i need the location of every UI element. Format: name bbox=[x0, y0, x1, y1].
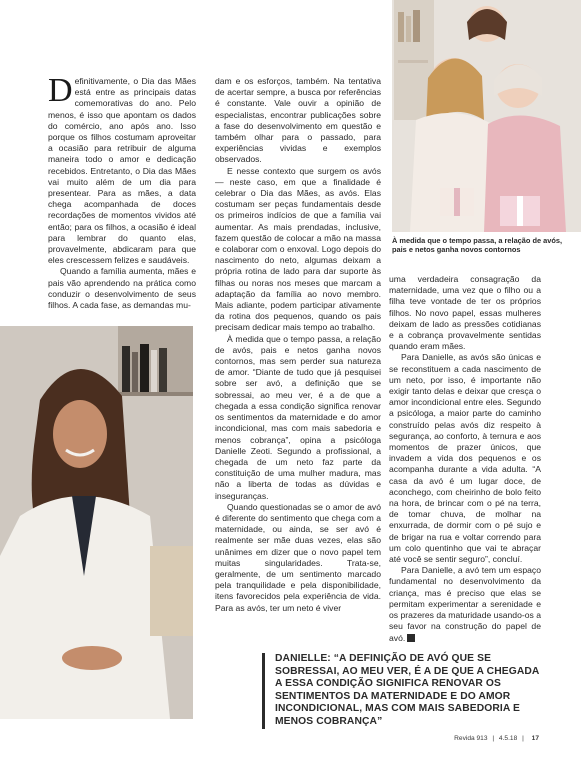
issue-date: 4.5.18 bbox=[498, 735, 518, 742]
article-column-2 bbox=[215, 76, 381, 614]
article-paragraph: Quando a família aumenta, mães e pais vão aprendendo na prática como conduzir o desenvolvimento de seus filhos. A cada fase, as demandas mu- bbox=[48, 266, 196, 311]
page-number: 17 bbox=[531, 735, 539, 742]
magazine-issue: Revida 913 bbox=[454, 735, 488, 742]
article-paragraph: Para Danielle, as avós são únicas e se reconstituem a cada nascimento de um neto, por isso, é importante não exigir tanto delas e deixar que cresça o amor incondicional entre eles. Segundo a psicóloga, a maior parte do caminho construído pelas avós diz respeito à segurança, ao conforto, à ternura e aos momentos de prazer únicos, que invadem a vida dos pequenos e os acompanha durante a vida adulta. “A casa da avó é um lugar doce, de aconchego, com cheirinho de bolo feito na hora, de brincar com o pé na terra, de tomar chuva, de molhar na enxurrada, de dormir com o pé sujo e de brigar na rua e voltar correndo para um colo quentinho que vai te abraçar até você se sentir seguro”, concluí. bbox=[389, 352, 541, 565]
article-column-3 bbox=[389, 274, 541, 644]
article-paragraph: dam e os esforços, também. Na tentativa de acertar sempre, a busca por referências é constante. Vale ouvir a opinião de especialistas, encontrar publicações sobre a fase do desenvolvimento em questão e também olhar para o passado, para experiências vividas e exemplos observados. bbox=[215, 76, 381, 165]
page-footer: Revida 913 | 4.5.18 | 17 bbox=[454, 735, 539, 742]
family-photo bbox=[392, 0, 581, 232]
article-paragraph: Para Danielle, a avó tem um espaço fundamental no desenvolvimento da criança, mas é preciso que elas se permitam experimentar a serenidade e os prazeres da maturidade usando-os a seu favor na construção do papel de avó. bbox=[389, 565, 541, 643]
danielle-photo bbox=[0, 326, 193, 719]
photo-caption: À medida que o tempo passa, a relação de avós, pais e netos ganha novos contornos bbox=[392, 236, 563, 255]
article-paragraph: Quando questionadas se o amor de avó é diferente do sentimento que chega com a maternidade, ou ainda, se ser avó é realmente ser mãe duas vezes, elas são unânimes em dizer que o novo papel tem muitas singularidades. Trata-se, geralmente, de um sentimento marcado pela tranquilidade e pela disponibilidade, itens favorecidos pela experiência de vida. Para as avós, ter um neto é viver bbox=[215, 501, 381, 613]
article-paragraph: À medida que o tempo passa, a relação de avós, pais e netos ganha novos contornos, mas sem perder sua natureza de amor. “Diante de tudo que já pesquisei sobre ser avó, a definição que se sobressai, ao meu ver, é a de que a chegada a essa condição significa renovar os sentimentos da maternidade e do amor incondicional, mas com mais sabedoria e menos cobrança”, opina a psicóloga Danielle Zeoti. Segundo a profissional, a chegada de um neto faz parte da constituição de uma mulher madura, mas não a liberta de todas as dúvidas e inseguranças. bbox=[215, 333, 381, 501]
pull-quote: DANIELLE: “A DEFINIÇÃO DE AVÓ QUE SE SOBRESSAI, AO MEU VER, É A DE QUE A CHEGADA A ESSA CONDIÇÃO SIGNIFICA RENOVAR OS SENTIMENTOS DA MATERNIDADE E DO AMOR INCONDICIONAL, MAS COM MAIS SABEDORIA E MENOS COBRANÇA” bbox=[262, 653, 545, 729]
article-paragraph: Definitivamente, o Dia das Mães está entre as principais datas comemorativas do ano. Pelo menos, é isso que apontam os dados do comércio, ano após ano. Isso porque os filhos costumam aproveitar a ocasião para retribuir de alguma maneira todo o amor e dedicação recebidos. Entretanto, o Dia das Mães vai muito além de um dia para presentear. Para as mães, a data chega acompanhada de doces recordações de momentos vividos até então; para os filhos, a ocasião é ideal para lembrar do quanto elas, provavelmente, abdicaram para que eles crescessem felizes e saudáveis. bbox=[48, 72, 196, 266]
end-of-article-icon bbox=[407, 634, 415, 642]
article-paragraph: E nesse contexto que surgem os avós — neste caso, em que a finalidade é celebrar o Dia das Mães, as avós. Elas costumam ser peças fundamentais desde os primeiros indícios de que a família vai aumentar. As mais prendadas, inclusive, fazem questão de colocar a mão na massa e colaborar com o enxoval. Logo depois do nascimento do neto, algumas deixam a própria rotina de lado para dar suporte às filhas ou noras nos meses que marcam a adaptação da família ao novo membro. Mais adiante, podem participar ativamente da rotina dos pequenos, quando os pais precisam dedicar mais tempo ao trabalho. bbox=[215, 165, 381, 333]
article-column-1 bbox=[48, 72, 196, 311]
article-paragraph: uma verdadeira consagração da maternidade, uma vez que o filho ou a filha teve vontade de ter os próprios filhos. No novo papel, essas mulheres deixam de lado as pressões cotidianas e a cobrança provavelmente sentidas quando eram mães. bbox=[389, 274, 541, 352]
drop-cap: D bbox=[48, 72, 73, 109]
